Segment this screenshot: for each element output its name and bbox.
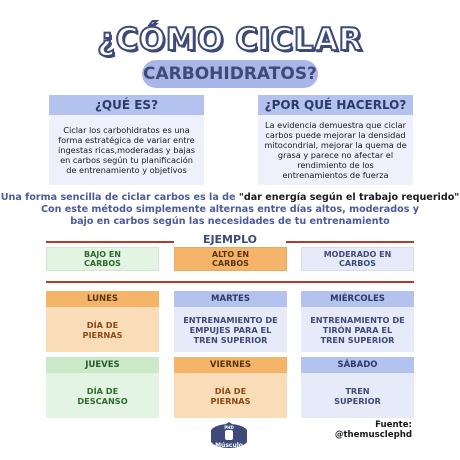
day-body-thursday: DÍA DE DESCANSO — [46, 373, 159, 418]
day-header-tuesday: MARTES — [174, 291, 287, 307]
day-header-monday: LUNES — [46, 291, 159, 307]
day-body-monday: DÍA DE PIERNAS — [46, 307, 159, 352]
day-header-thursday: JUEVES — [46, 357, 159, 373]
divider-right — [286, 241, 414, 243]
page-subtitle: CARBOHIDRATOS? — [142, 60, 318, 88]
logo-top-text: PHD — [224, 425, 234, 430]
day-body-wednesday: ENTRENAMIENTO DE TIRÓN PARA EL TREN SUPERIOR — [301, 307, 414, 352]
pitch-line-1-start: Una forma sencilla de ciclar carbos es la de — [0, 192, 239, 203]
divider-full — [46, 281, 414, 283]
pitch-line-1 — [0, 192, 460, 204]
what-body: Ciclar los carbohidratos es una forma estratégica de variar entre ingestas ricas,moderadas y bajas en carbos según tu planificación de entrenamiento y objetivos — [49, 115, 204, 185]
day-header-saturday: SÁBADO — [301, 357, 414, 373]
legend-high-carb — [174, 247, 287, 271]
divider-left — [46, 241, 174, 243]
pitch-line-2: Con este método simplemente alternas entre días altos, moderados y — [40, 204, 420, 215]
musculo-phd-logo-icon — [203, 420, 255, 454]
pitch-line-3: bajo en carbos según las necesidades de tu entrenamiento — [70, 216, 390, 227]
day-body-saturday: TREN SUPERIOR — [301, 373, 414, 418]
why-heading: ¿POR QUÉ HACERLO? — [258, 95, 413, 115]
legend-moderate-text: MODERADO EN CARBOS — [323, 250, 392, 268]
what-heading: ¿QUÉ ES? — [49, 95, 204, 115]
legend-high-text: ALTO EN CARBOS — [211, 250, 250, 268]
legend-moderate-carb — [301, 247, 414, 271]
source-label: Fuente: — [375, 420, 412, 430]
legend-low-carb — [46, 247, 159, 271]
pitch-text — [0, 192, 460, 228]
page-title: ¿CÓMO CICLAR — [97, 22, 363, 58]
source-credit — [335, 420, 412, 440]
legend-low-text: BAJO EN CARBOS — [83, 250, 121, 268]
source-handle: @themusclephd — [334, 430, 412, 440]
logo-text: Músculo — [215, 442, 243, 449]
why-body: La evidencia demuestra que ciclar carbos puede mejorar la densidad mitocondrial, mejorar la quema de grasa y parece no afectar el rendimiento de los entrenamientos de fuerza — [258, 115, 413, 185]
day-body-friday: DÍA DE PIERNAS — [174, 373, 287, 418]
pitch-highlight: "dar energía según el trabajo requerido" — [238, 192, 460, 203]
day-body-tuesday: ENTRENAMIENTO DE EMPUJES PARA EL TREN SUPERIOR — [174, 307, 287, 352]
day-header-wednesday: MIÉRCOLES — [301, 291, 414, 307]
day-header-friday: VIERNES — [174, 357, 287, 373]
example-label: EJEMPLO — [202, 233, 258, 246]
